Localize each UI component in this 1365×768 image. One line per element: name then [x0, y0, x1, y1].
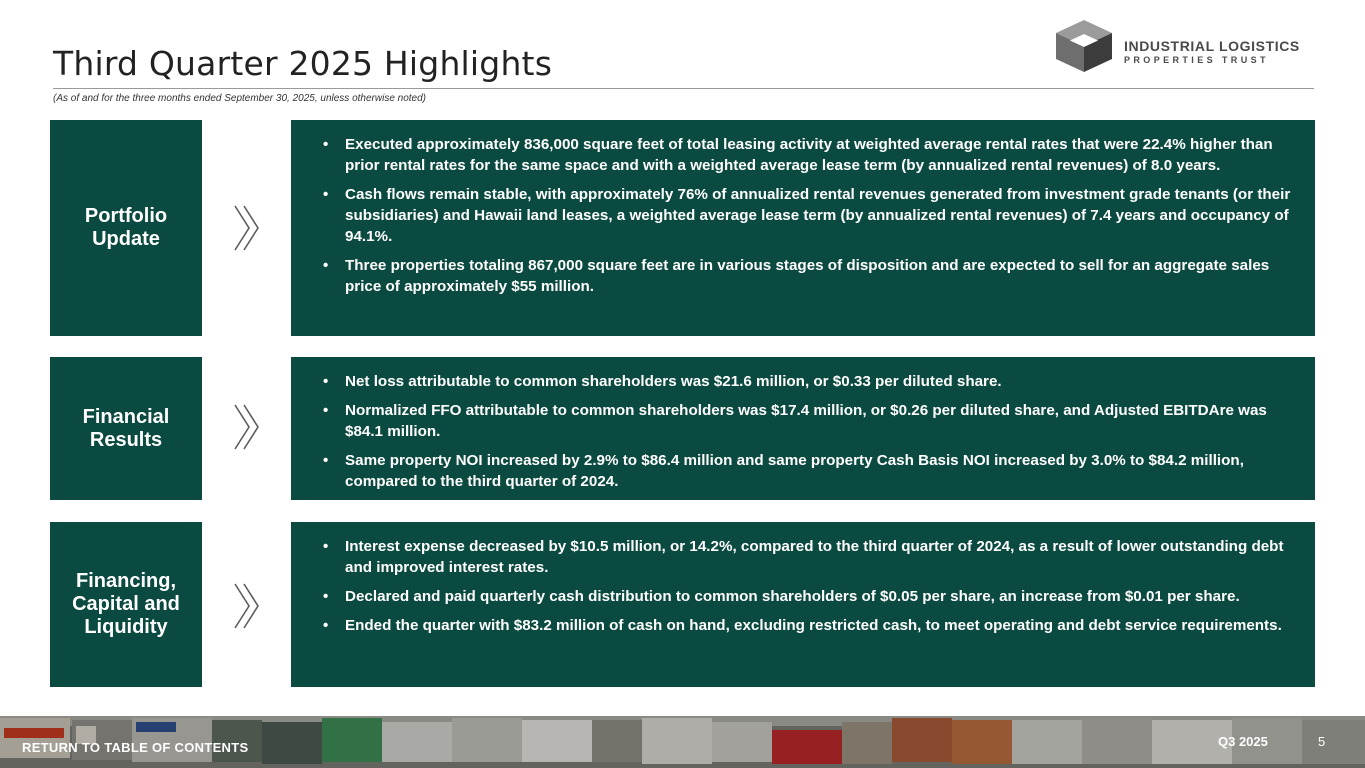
- page-number: 5: [1318, 734, 1326, 749]
- bullet-item: • Declared and paid quarterly cash distribution to common shareholders of $0.05 per share, an increase from $0.01 per share.: [323, 586, 1305, 607]
- logo-name-line1: INDUSTRIAL LOGISTICS: [1124, 38, 1300, 54]
- bullet-item: • Interest expense decreased by $10.5 million, or 14.2%, compared to the third quarter of 2024, as a result of lower outstanding debt and improved interest rates.: [323, 536, 1305, 578]
- page-title: Third Quarter 2025 Highlights: [53, 44, 553, 83]
- bullet-item: • Net loss attributable to common shareholders was $21.6 million, or $0.33 per diluted share.: [323, 371, 1305, 392]
- return-to-contents-link[interactable]: RETURN TO TABLE OF CONTENTS: [22, 740, 249, 755]
- section-content: [291, 522, 1315, 687]
- company-logo: [1054, 20, 1324, 74]
- logo-cube-icon: [1054, 20, 1114, 74]
- chevron-right-icon: [232, 403, 262, 451]
- section-content: [291, 357, 1315, 500]
- section-label: Financial Results: [50, 357, 202, 500]
- page-subtitle: (As of and for the three months ended September 30, 2025, unless otherwise noted): [53, 93, 427, 104]
- bullet-item: • Executed approximately 836,000 square feet of total leasing activity at weighted average rental rates that were 22.4% higher than prior rental rates for the same space and with a weighted average lease term (by annualized rental revenues) of 8.0 years.: [323, 134, 1305, 176]
- bullet-item: • Same property NOI increased by 2.9% to $86.4 million and same property Cash Basis NOI increased by 3.0% to $84.2 million, compared to the third quarter of 2024.: [323, 450, 1305, 492]
- section-financing-capital-liquidity: [50, 522, 1315, 687]
- bullet-item: • Ended the quarter with $83.2 million of cash on hand, excluding restricted cash, to meet operating and debt service requirements.: [323, 615, 1305, 636]
- section-content: [291, 120, 1315, 336]
- chevron-right-icon: [232, 582, 262, 630]
- section-label: Financing, Capital and Liquidity: [50, 522, 202, 687]
- bullet-item: • Three properties totaling 867,000 square feet are in various stages of disposition and are expected to sell for an aggregate sales price of approximately $55 million.: [323, 255, 1305, 297]
- chevron-right-icon: [232, 204, 262, 252]
- section-portfolio-update: [50, 120, 1315, 336]
- section-label: Portfolio Update: [50, 120, 202, 336]
- section-financial-results: [50, 357, 1315, 500]
- bullet-item: • Cash flows remain stable, with approximately 76% of annualized rental revenues generated from investment grade tenants (or their subsidiaries) and Hawaii land leases, a weighted average lease term (by annualized rental revenues) of 7.4 years and occupancy of 94.1%.: [323, 184, 1305, 247]
- footer-quarter: Q3 2025: [1218, 734, 1268, 749]
- footer-banner: [0, 716, 1365, 768]
- logo-name-line2: PROPERTIES TRUST: [1124, 55, 1269, 65]
- title-divider: [53, 88, 1314, 89]
- bullet-item: • Normalized FFO attributable to common shareholders was $17.4 million, or $0.26 per diluted share, and Adjusted EBITDAre was $84.1 million.: [323, 400, 1305, 442]
